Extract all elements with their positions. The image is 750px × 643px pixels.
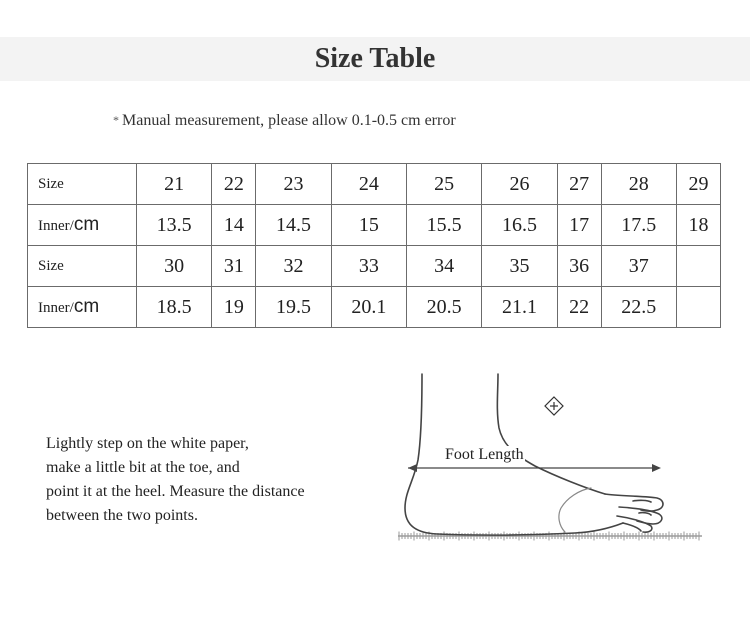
move-diamond-icon <box>545 397 563 415</box>
size-cell: 30 <box>137 246 212 287</box>
inner-cell: 17 <box>557 205 601 246</box>
foot-length-label: Foot Length <box>445 446 524 463</box>
ruler <box>398 532 702 541</box>
inner-label <box>28 205 137 246</box>
size-cell: 35 <box>482 246 557 287</box>
size-cell: 21 <box>137 164 212 205</box>
size-label: Size <box>28 164 137 205</box>
size-cell: 37 <box>601 246 676 287</box>
foot-illustration <box>395 370 705 550</box>
inner-cell: 15 <box>331 205 406 246</box>
size-cell: 25 <box>406 164 481 205</box>
size-cell: 31 <box>212 246 256 287</box>
size-cell: 23 <box>256 164 331 205</box>
inner-cell: 14.5 <box>256 205 331 246</box>
inner-cell <box>676 287 720 328</box>
inner-label-unit: cm <box>73 296 100 317</box>
measurement-note <box>113 112 456 130</box>
size-table <box>27 163 721 328</box>
size-cell: 32 <box>256 246 331 287</box>
inner-cell: 14 <box>212 205 256 246</box>
inner-cell: 20.1 <box>331 287 406 328</box>
size-row-1 <box>28 164 721 205</box>
instruction-line: between the two points. <box>46 507 198 524</box>
size-cell: 34 <box>406 246 481 287</box>
inner-cell: 19 <box>212 287 256 328</box>
size-cell <box>676 246 720 287</box>
inner-label <box>28 287 137 328</box>
inner-cell: 19.5 <box>256 287 331 328</box>
size-cell: 33 <box>331 246 406 287</box>
inner-label-prefix: Inner/ <box>38 218 74 234</box>
inner-label-unit: cm <box>73 214 100 235</box>
size-cell: 29 <box>676 164 720 205</box>
asterisk-icon: * <box>113 113 119 127</box>
inner-row-2 <box>28 287 721 328</box>
inner-cell: 21.1 <box>482 287 557 328</box>
size-row-2 <box>28 246 721 287</box>
inner-cell: 16.5 <box>482 205 557 246</box>
size-label: Size <box>28 246 137 287</box>
inner-cell: 15.5 <box>406 205 481 246</box>
inner-cell: 13.5 <box>137 205 212 246</box>
size-cell: 27 <box>557 164 601 205</box>
inner-cell: 18.5 <box>137 287 212 328</box>
inner-cell: 22 <box>557 287 601 328</box>
inner-row-1 <box>28 205 721 246</box>
instruction-line: make a little bit at the toe, and <box>46 459 240 476</box>
title-bar <box>0 37 750 81</box>
inner-cell: 17.5 <box>601 205 676 246</box>
size-cell: 36 <box>557 246 601 287</box>
instruction-line: Lightly step on the white paper, <box>46 435 249 452</box>
size-cell: 24 <box>331 164 406 205</box>
note-text: Manual measurement, please allow 0.1-0.5 cm error <box>122 112 456 129</box>
inner-label-prefix: Inner/ <box>38 300 74 316</box>
size-cell: 26 <box>482 164 557 205</box>
inner-cell: 18 <box>676 205 720 246</box>
inner-cell: 22.5 <box>601 287 676 328</box>
inner-cell: 20.5 <box>406 287 481 328</box>
size-cell: 28 <box>601 164 676 205</box>
instruction-line: point it at the heel. Measure the distance <box>46 483 305 500</box>
size-cell: 22 <box>212 164 256 205</box>
page-title: Size Table <box>314 43 436 74</box>
measurement-instructions <box>46 432 366 528</box>
